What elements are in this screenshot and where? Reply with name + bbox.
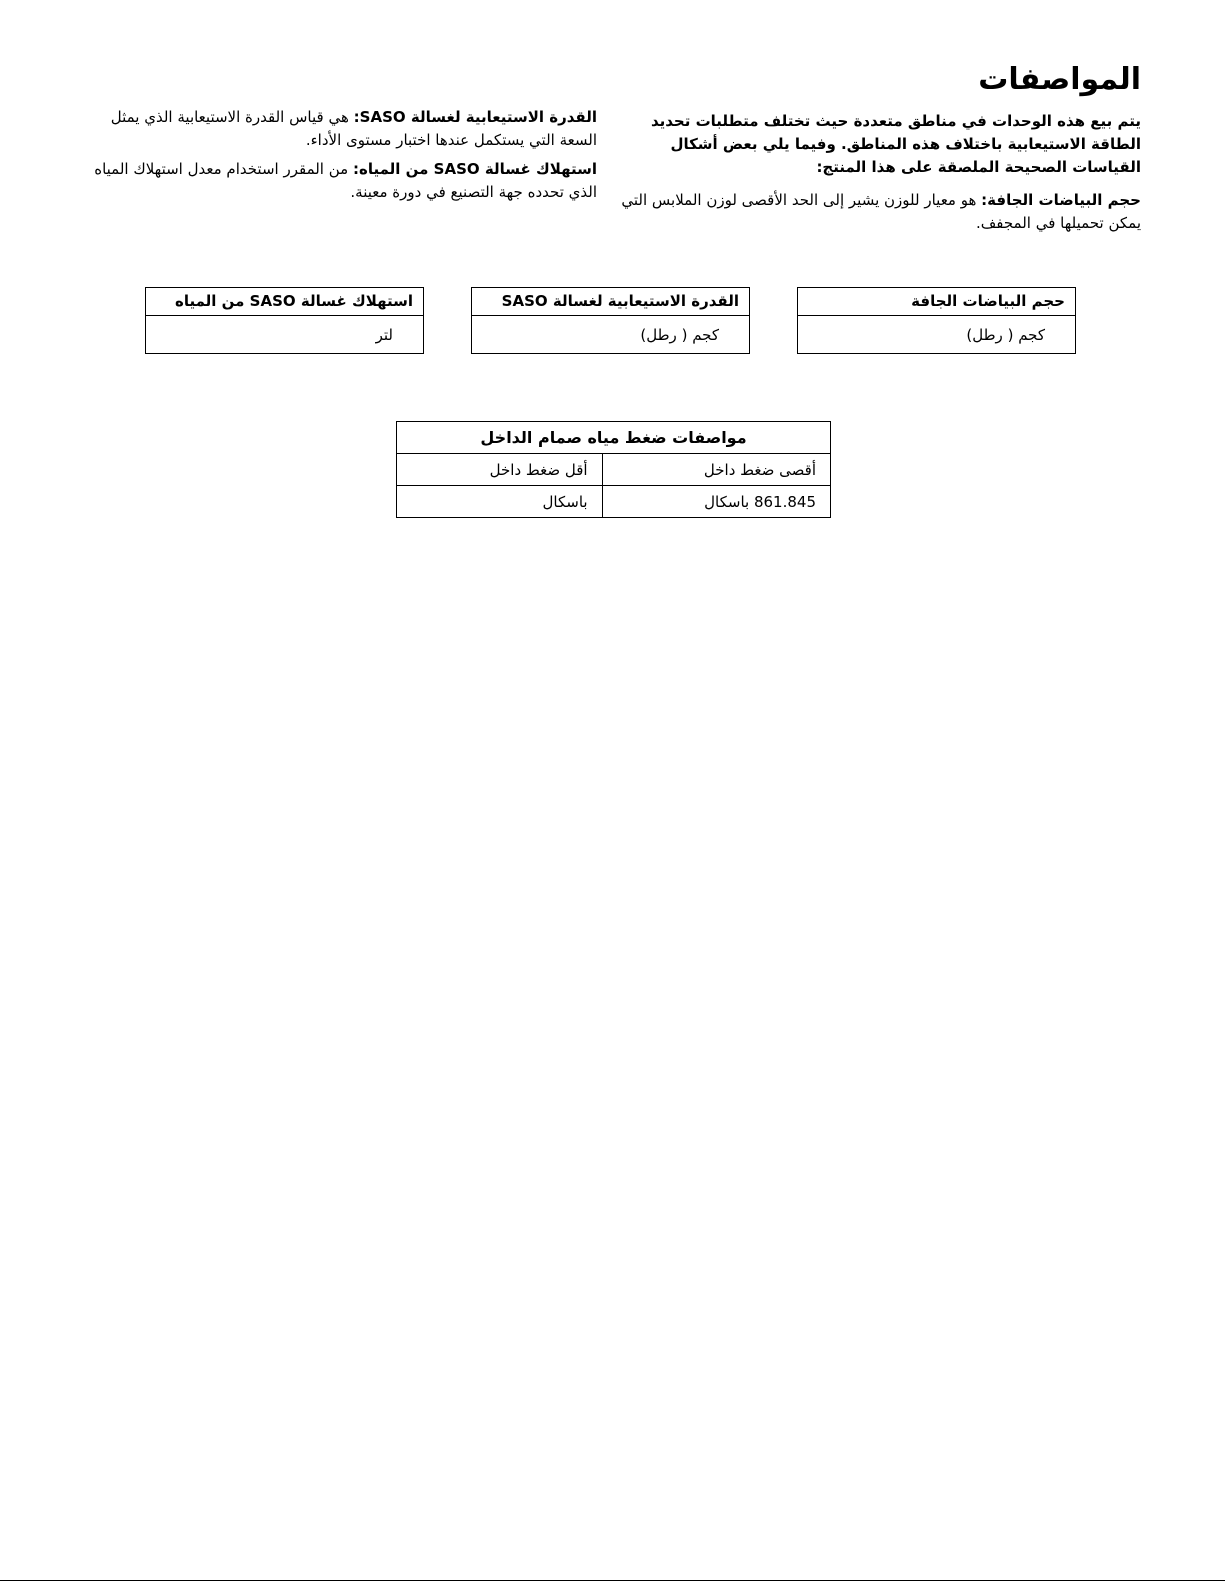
- page-title: المواصفات: [978, 62, 1141, 97]
- capacity-text: هي قياس القدرة الاستيعابية الذي يمثل السعة التي يستكمل عندها اختبار مستوى الأداء.: [110, 108, 597, 149]
- saso-water-box: [145, 287, 424, 354]
- specs-definitions-column: [92, 106, 597, 210]
- dry-term: حجم البياضات الجافة:: [981, 191, 1141, 209]
- min-pressure-value: باسكال: [397, 486, 603, 518]
- page-bottom-divider: [0, 1580, 1225, 1581]
- water-definition: [92, 158, 597, 204]
- pressure-table-title: مواصفات ضغط مياه صمام الداخل: [397, 422, 831, 454]
- table-row: [397, 454, 831, 486]
- max-pressure-label: أقصى ضغط داخل: [602, 454, 830, 486]
- table-row: [397, 422, 831, 454]
- water-term: استهلاك غسالة SASO من المياه:: [352, 160, 597, 178]
- saso-capacity-label: القدرة الاستيعابية لغسالة SASO: [472, 288, 749, 316]
- intro-paragraph: يتم بيع هذه الوحدات في مناطق متعددة حيث تختلف متطلبات تحديد الطاقة الاستيعابية باختلاف هذه المناطق. وفيما يلي بعض أشكال القياسات الصحيحة الملصقة على هذا المنتج:: [650, 112, 1141, 176]
- capacity-definition: [92, 106, 597, 152]
- saso-capacity-value: كجم ( رطل): [640, 326, 719, 344]
- saso-capacity-box: [471, 287, 750, 354]
- dry-definition: [621, 189, 1141, 235]
- saso-water-label: استهلاك غسالة SASO من المياه: [146, 288, 423, 316]
- dry-capacity-box: [797, 287, 1076, 354]
- specs-intro-column: [621, 110, 1141, 241]
- capacity-term: القدرة الاستيعابية لغسالة SASO:: [353, 108, 597, 126]
- dry-capacity-value: كجم ( رطل): [966, 326, 1045, 344]
- min-pressure-label: أقل ضغط داخل: [397, 454, 603, 486]
- max-pressure-value: 861.845 باسكال: [602, 486, 830, 518]
- saso-water-value: لتر: [375, 326, 393, 344]
- dry-text: هو معيار للوزن يشير إلى الحد الأقصى لوزن الملابس التي يمكن تحميلها في المجفف.: [621, 191, 1141, 232]
- dry-capacity-label: حجم البياضات الجافة: [798, 288, 1075, 316]
- table-row: [397, 486, 831, 518]
- inlet-pressure-table: [396, 421, 831, 518]
- water-text: من المقرر استخدام معدل استهلاك المياه الذي تحدده جهة التصنيع في دورة معينة.: [94, 160, 597, 201]
